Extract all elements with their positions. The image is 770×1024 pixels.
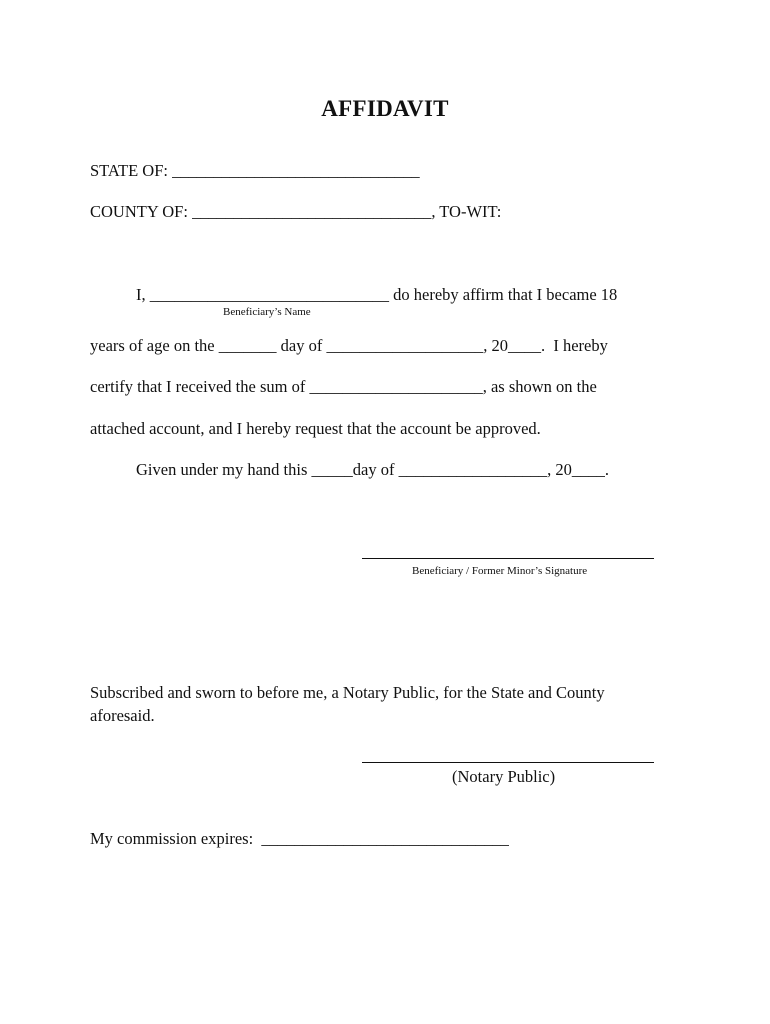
notary-signature-line[interactable]: [362, 762, 654, 763]
affirm-prefix: I,: [136, 285, 150, 304]
commission-blank[interactable]: ______________________________: [261, 829, 509, 848]
age-day-blank[interactable]: _______: [218, 336, 277, 355]
affirm-line-4: attached account, and I hereby request that the account be approved.: [90, 419, 541, 438]
given-year-blank[interactable]: ____: [571, 460, 605, 479]
state-blank[interactable]: ______________________________: [172, 161, 420, 180]
year-prefix-text: , 20: [483, 336, 508, 355]
beneficiary-name-blank[interactable]: _____________________________: [149, 285, 389, 304]
county-label: COUNTY OF:: [90, 202, 193, 221]
day-of-text: day of: [276, 336, 327, 355]
given-day-of-text: day of: [352, 460, 399, 479]
given-month-blank[interactable]: __________________: [398, 460, 548, 479]
given-period: .: [604, 460, 609, 479]
age-text: years of age on the: [90, 336, 219, 355]
notary-public-caption: (Notary Public): [452, 767, 556, 786]
hereby-text: . I hereby: [540, 336, 608, 355]
given-line: [136, 460, 609, 480]
given-text: Given under my hand this: [136, 460, 312, 479]
state-label: STATE OF:: [90, 161, 173, 180]
county-blank[interactable]: _____________________________: [192, 202, 432, 221]
affirm-line-1: [136, 285, 617, 305]
affirm-suffix: do hereby affirm that I became 18: [389, 285, 618, 304]
age-month-blank[interactable]: ___________________: [326, 336, 484, 355]
beneficiary-name-caption: Beneficiary’s Name: [223, 306, 311, 318]
given-year-prefix: , 20: [547, 460, 572, 479]
affirm-line-3: [90, 377, 597, 397]
affirm-line-2: [90, 336, 608, 356]
commission-line: [90, 829, 509, 849]
county-line: [90, 202, 501, 222]
notary-line-1: Subscribed and sworn to before me, a Notary Public, for the State and County: [90, 683, 605, 702]
commission-label: My commission expires:: [90, 829, 262, 848]
notary-line-2: aforesaid.: [90, 706, 155, 725]
county-suffix: , TO-WIT:: [431, 202, 502, 221]
given-day-blank[interactable]: _____: [311, 460, 353, 479]
document-title: AFFIDAVIT: [321, 96, 449, 121]
state-line: [90, 161, 420, 181]
beneficiary-signature-caption: Beneficiary / Former Minor’s Signature: [412, 565, 588, 577]
shown-text: , as shown on the: [482, 377, 597, 396]
sum-blank[interactable]: _____________________: [309, 377, 483, 396]
beneficiary-signature-line[interactable]: [362, 558, 654, 559]
age-year-blank[interactable]: ____: [507, 336, 541, 355]
certify-text: certify that I received the sum of: [90, 377, 310, 396]
